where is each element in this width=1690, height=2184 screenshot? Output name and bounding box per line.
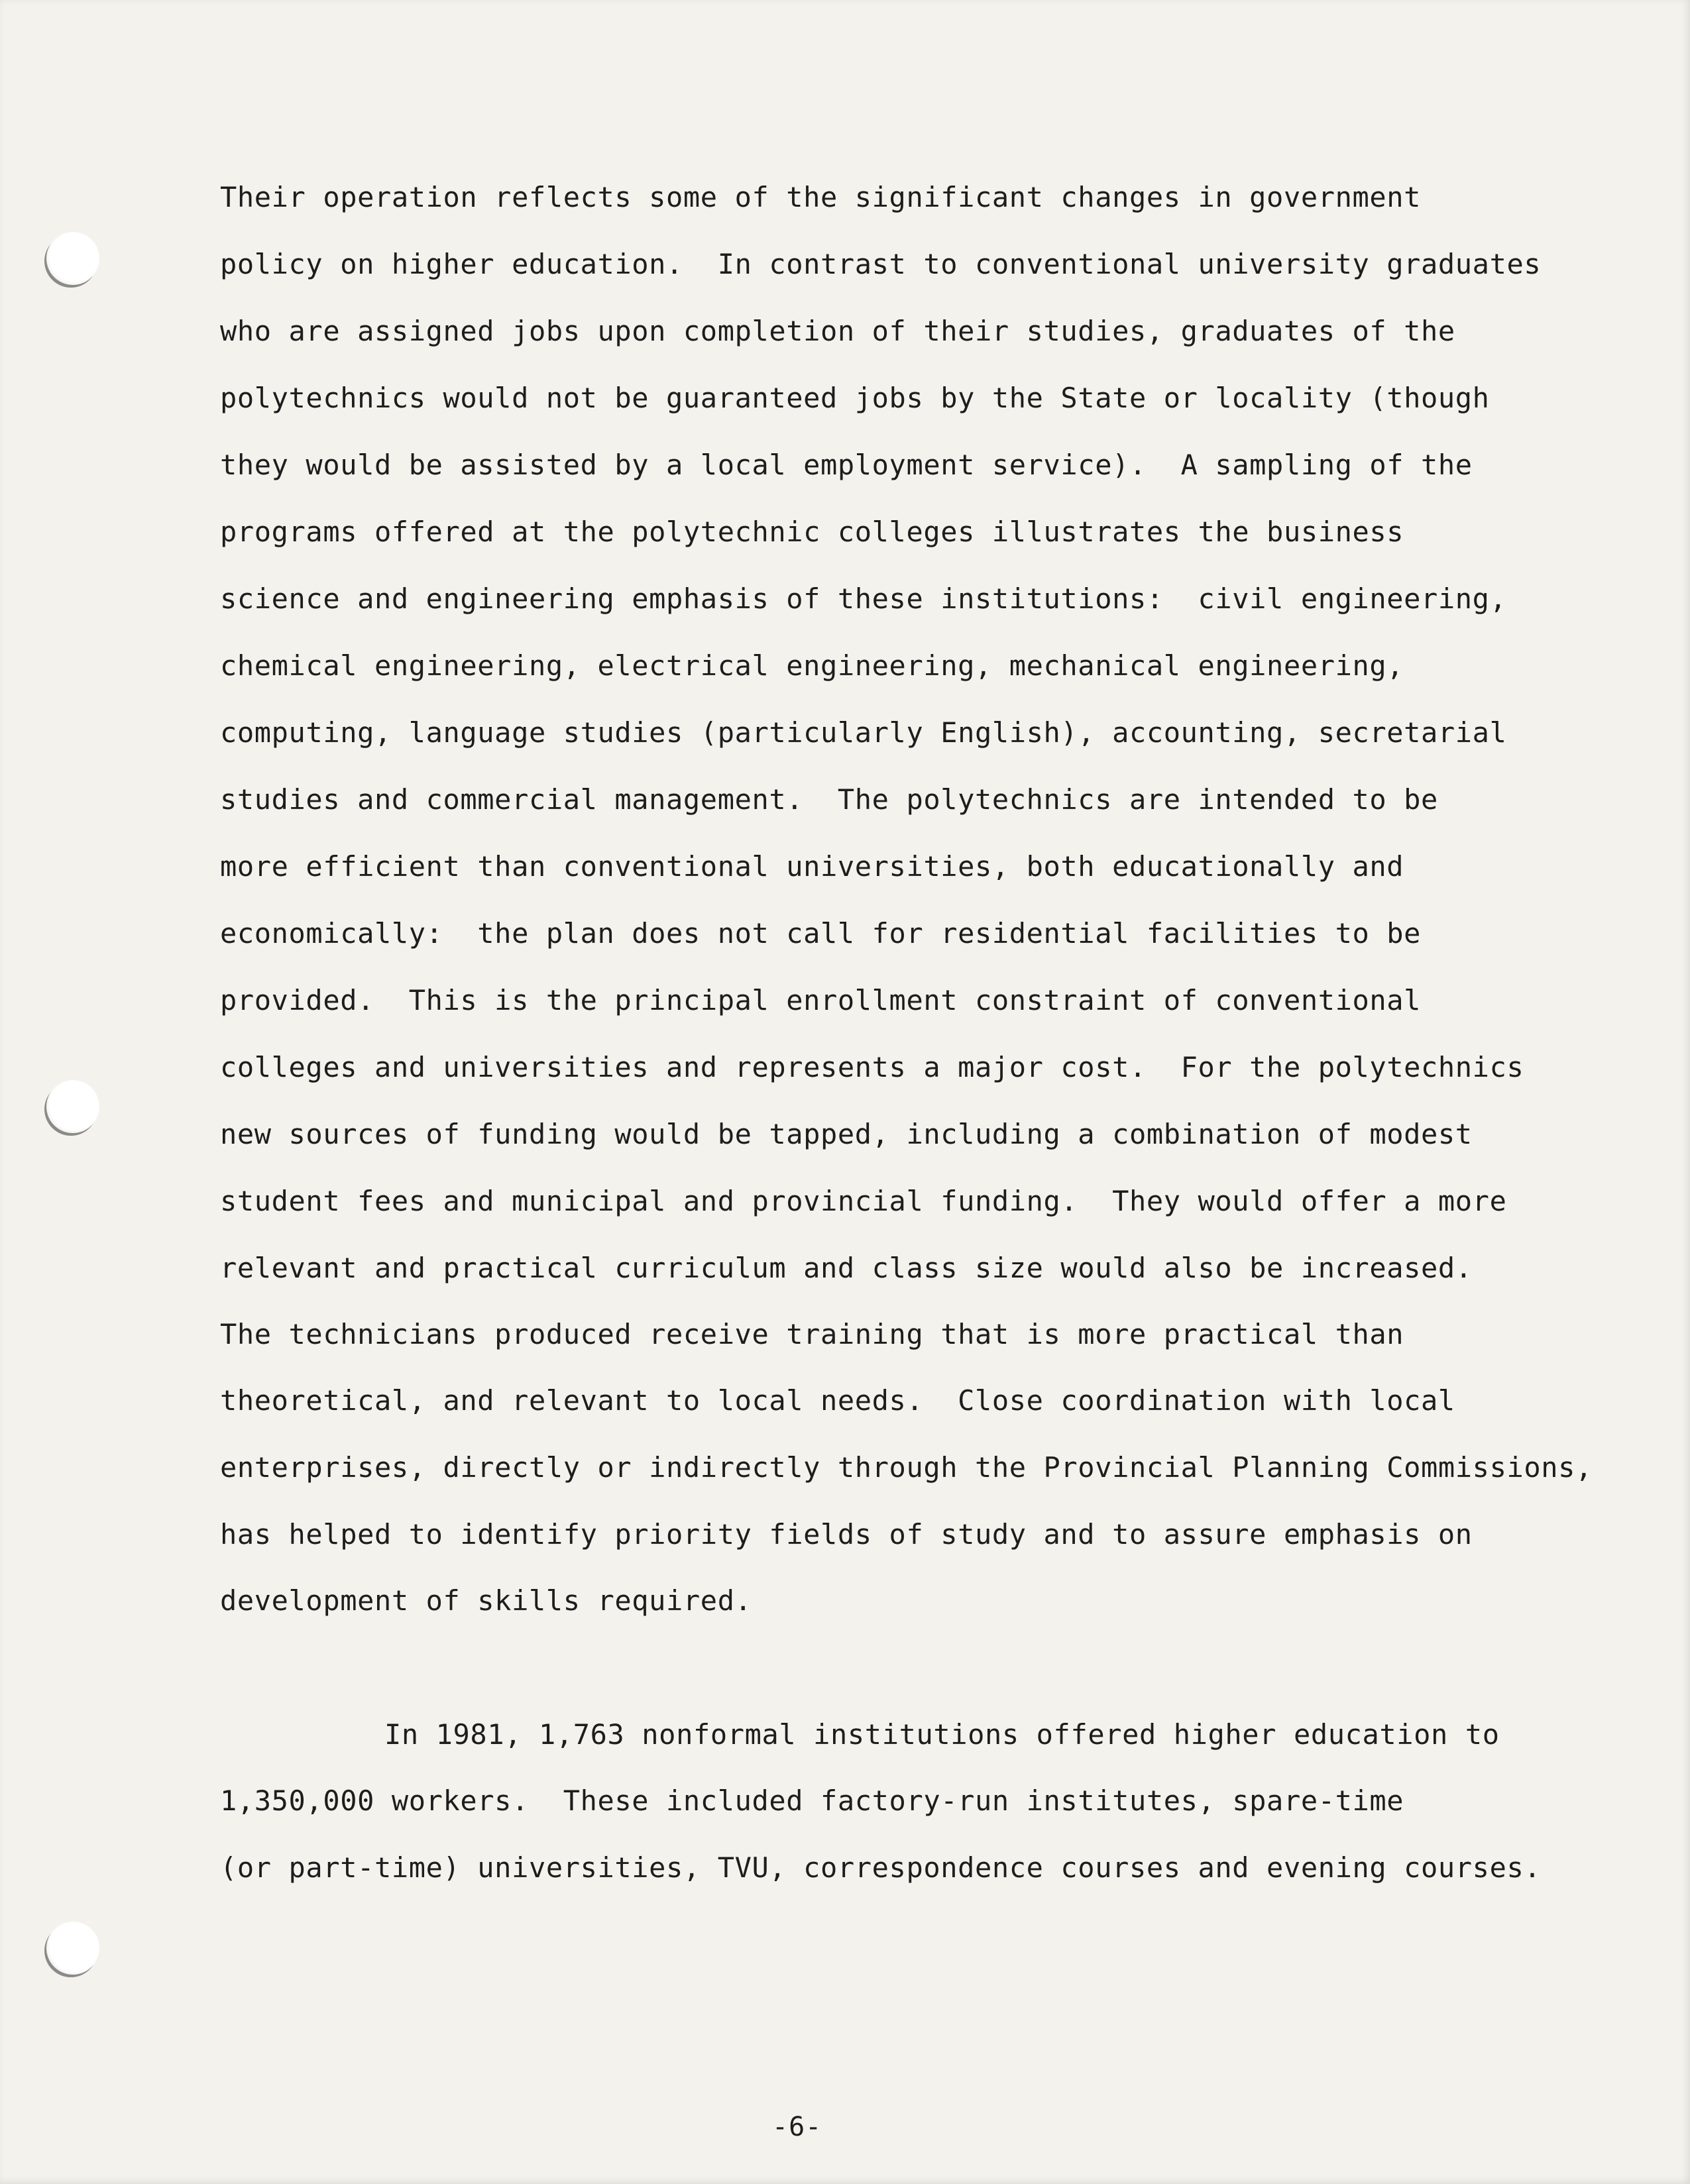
paragraph-1-line: enterprises, directly or indirectly through the Provincial Planning Commissions,: [220, 1451, 1593, 1484]
punch-hole: [46, 232, 99, 285]
paragraph-1-line: student fees and municipal and provincial funding. They would offer a more: [220, 1185, 1507, 1217]
paragraph-1-line: theoretical, and relevant to local needs. Close coordination with local: [220, 1384, 1455, 1417]
paragraph-1-line: they would be assisted by a local employment service). A sampling of the: [220, 449, 1473, 481]
paragraph-2-line: 1,350,000 workers. These included factory-run institutes, spare-time: [220, 1784, 1404, 1817]
paragraph-2-line: (or part-time) universities, TVU, correspondence courses and evening courses.: [220, 1851, 1542, 1884]
paragraph-1-line: new sources of funding would be tapped, including a combination of modest: [220, 1118, 1473, 1150]
paragraph-1-line: colleges and universities and represents a major cost. For the polytechnics: [220, 1051, 1524, 1083]
paragraph-1-line: studies and commercial management. The polytechnics are intended to be: [220, 783, 1438, 816]
paragraph-1-line: chemical engineering, electrical engineering, mechanical engineering,: [220, 649, 1404, 682]
paragraph-2-line: In 1981, 1,763 nonformal institutions offered higher education to: [384, 1718, 1500, 1751]
page-number: -6-: [772, 2112, 822, 2142]
paragraph-1-line: economically: the plan does not call for residential facilities to be: [220, 917, 1422, 950]
paragraph-1-line: policy on higher education. In contrast to conventional university graduates: [220, 248, 1542, 280]
punch-hole: [46, 1922, 99, 1975]
paragraph-1-line: who are assigned jobs upon completion of their studies, graduates of the: [220, 315, 1455, 347]
paragraph-1-line: The technicians produced receive training that is more practical than: [220, 1318, 1404, 1350]
paragraph-1-line: has helped to identify priority fields of study and to assure emphasis on: [220, 1518, 1473, 1551]
punch-hole: [46, 1080, 99, 1133]
paragraph-1-line: programs offered at the polytechnic colleges illustrates the business: [220, 516, 1404, 548]
paragraph-1-line: computing, language studies (particularly English), accounting, secretarial: [220, 716, 1507, 749]
paragraph-1-line: polytechnics would not be guaranteed jobs by the State or locality (though: [220, 382, 1490, 414]
paragraph-1-line: development of skills required.: [220, 1584, 752, 1617]
paragraph-1-line: relevant and practical curriculum and class size would also be increased.: [220, 1252, 1473, 1284]
paragraph-1-line: more efficient than conventional universities, both educationally and: [220, 850, 1404, 883]
paragraph-1-line: Their operation reflects some of the significant changes in government: [220, 181, 1422, 213]
paragraph-1-line: provided. This is the principal enrollment constraint of conventional: [220, 984, 1422, 1016]
paragraph-1-line: science and engineering emphasis of these institutions: civil engineering,: [220, 582, 1507, 615]
